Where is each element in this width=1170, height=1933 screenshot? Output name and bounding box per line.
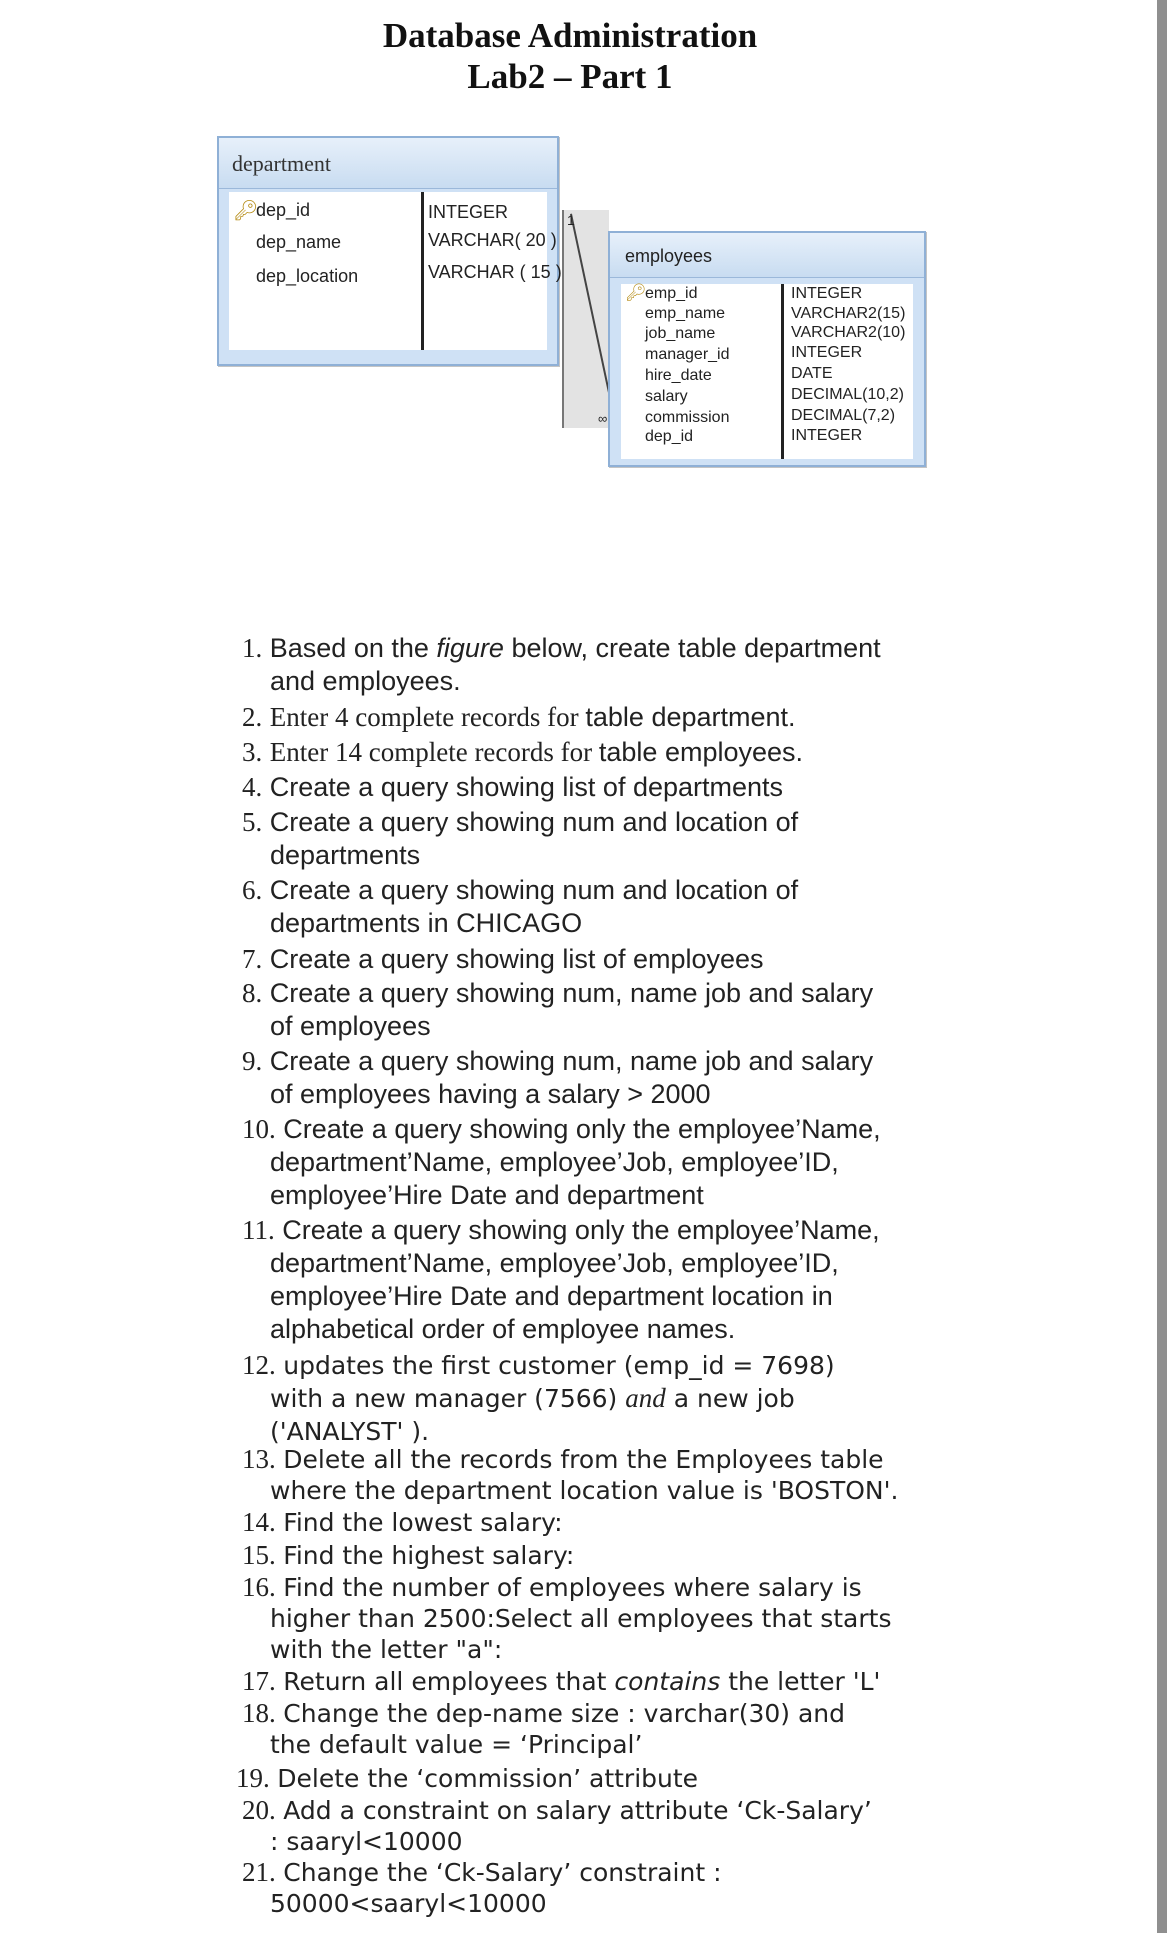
column-type: DECIMAL(10,2) — [791, 386, 904, 403]
list-item: 7. Create a query showing list of employees — [242, 944, 764, 974]
employees-table-body — [621, 284, 913, 459]
column-name: manager_id — [645, 346, 730, 363]
list-item: 13. Delete all the records from the Employees table where the department location value is 'BOSTON'. — [242, 1444, 899, 1505]
list-item: 19. Delete the ‘commission’ attribute — [236, 1763, 699, 1793]
page-subtitle: Lab2 – Part 1 — [467, 57, 673, 96]
column-name: dep_id — [256, 200, 311, 220]
column-name: emp_id — [645, 285, 698, 302]
list-item: 1. Based on the figure below, create table department and employees. — [242, 633, 881, 696]
list-item: 18. Change the dep-name size : varchar(30) and the default value = ‘Principal’ — [242, 1698, 846, 1759]
department-table — [217, 136, 562, 366]
column-name: dep_location — [256, 266, 359, 286]
column-name: hire_date — [645, 367, 712, 384]
primary-key-icon: 🔑︎ — [233, 200, 259, 222]
list-item: 9. Create a query showing num, name job and salary of employees having a salary > 2000 — [242, 1046, 874, 1109]
column-name: job_name — [645, 325, 716, 342]
column-type: INTEGER — [428, 202, 509, 222]
list-item: 14. Find the lowest salary: — [242, 1507, 563, 1537]
column-divider — [421, 192, 424, 350]
scrollbar[interactable] — [1157, 0, 1167, 1933]
column-name: salary — [645, 388, 688, 405]
relationship-one-marker: 1 — [567, 212, 575, 228]
column-type: DATE — [791, 365, 833, 382]
column-type: VARCHAR2(15) — [791, 305, 906, 322]
relationship-connector — [562, 210, 609, 428]
relationship-many-marker: ∞ — [598, 411, 608, 426]
employees-table-header — [610, 233, 924, 278]
employees-table — [608, 231, 926, 467]
column-name: emp_name — [645, 305, 726, 322]
column-name: commission — [645, 409, 730, 426]
list-item: 2. Enter 4 complete records for table department. — [242, 702, 796, 732]
column-type: DECIMAL(7,2) — [791, 407, 896, 424]
primary-key-icon: 🔑︎ — [625, 283, 647, 302]
list-item: 4. Create a query showing list of departments — [242, 772, 784, 802]
department-table-body — [229, 192, 562, 350]
page-title: Database Administration — [382, 16, 758, 55]
list-item: 6. Create a query showing num and location of departments in CHICAGO — [242, 875, 799, 938]
list-item: 20. Add a constraint on salary attribute ‘Ck-Salary’ : saaryl<10000 — [242, 1795, 872, 1856]
list-item: 10. Create a query showing only the employee’Name, department’Name, employee’Job, employee’ID, employee’Hire Date and department — [242, 1114, 881, 1210]
list-item: 21. Change the ‘Ck-Salary’ constraint : 50000<saaryl<10000 — [242, 1857, 722, 1918]
column-name: dep_name — [256, 232, 342, 252]
column-type: INTEGER — [791, 427, 863, 444]
list-item: 12. updates the first customer (emp_id = 7698) with a new manager (7566) and a new job ('ANALYST' ). — [242, 1350, 835, 1446]
column-type: INTEGER — [791, 344, 863, 361]
list-item: 17. Return all employees that contains the letter 'L' — [242, 1666, 881, 1696]
list-item: 3. Enter 14 complete records for table employees. — [242, 737, 804, 767]
column-type: VARCHAR( 20 ) — [428, 230, 557, 250]
list-item: 15. Find the highest salary: — [242, 1540, 575, 1570]
department-table-header — [219, 138, 557, 189]
list-item: 5. Create a query showing num and location of departments — [242, 807, 799, 870]
column-type: VARCHAR2(10) — [791, 324, 906, 341]
column-type: INTEGER — [791, 285, 863, 302]
list-item: 8. Create a query showing num, name job and salary of employees — [242, 978, 874, 1041]
column-name: dep_id — [645, 428, 694, 445]
list-item: 16. Find the number of employees where salary is higher than 2500:Select all employees that starts with the letter "a": — [242, 1572, 892, 1664]
employees-table-name: employees — [625, 246, 713, 266]
department-table-name: department — [232, 151, 331, 176]
column-type: VARCHAR ( 15 ) — [428, 262, 562, 282]
list-item: 11. Create a query showing only the employee’Name, department’Name, employee’Job, employee’ID, employee’Hire Date and department location in alphabetical order of employee names. — [242, 1215, 880, 1344]
column-divider — [781, 284, 784, 459]
